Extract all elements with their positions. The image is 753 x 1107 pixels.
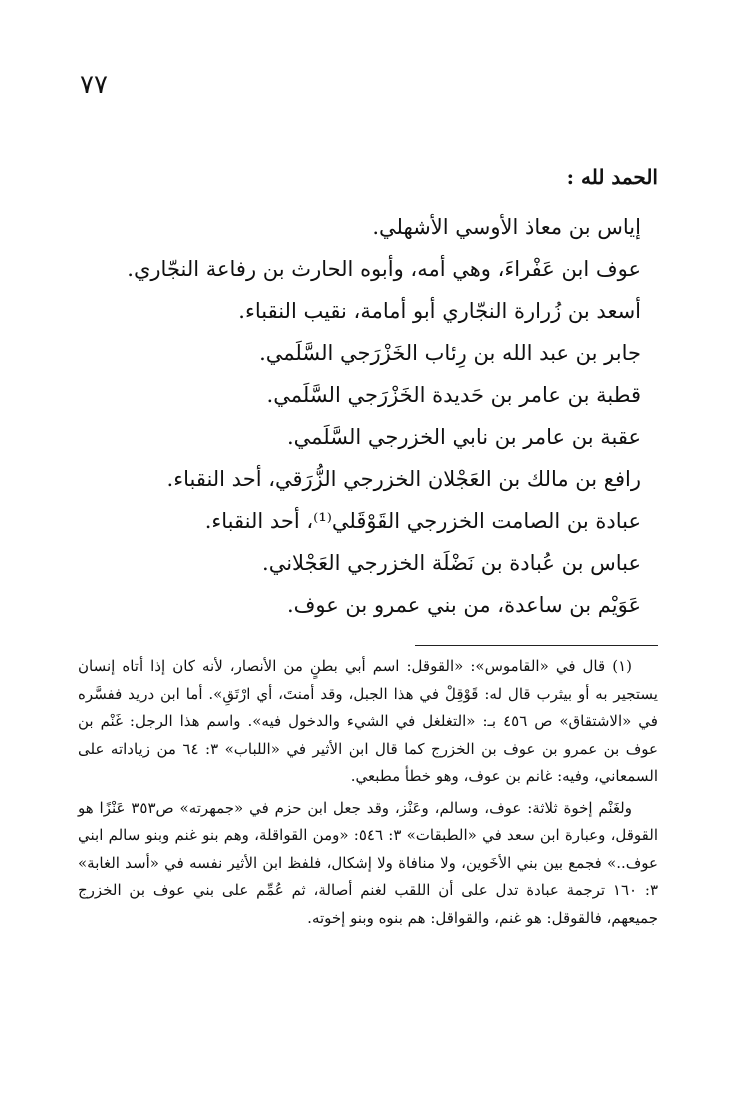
footnote-paragraph: ولغَنْم إخوة ثلاثة: عوف، وسالم، وعَنْز، وقد جعل ابن حزم في «جمهرته» ص٣٥٣ عَنْزًا هو القوقل، وعبارة ابن سعد في «الطبقات» ٣: ٥٤٦: «ومن القواقلة، وهم بنو غنم وبنو سالم ابني عوف..» فجمع بين بني الأخَوين، ولا منافاة ولا إشكال، فلفظ ابن الأثير نفسه في «أسد الغابة» ٣: ١٦٠ ترجمة عبادة تدل على أن اللقب لغنم أصالة، ثم عُمِّم على بني عوف بن الخزرج جميعهم، فالقوقل: هو غنم، والقواقل: هم بنوه وبنو إخوته. [78, 798, 659, 927]
names-list [41, 206, 641, 626]
page-number: ٧٧ [80, 70, 108, 100]
list-item: عوف ابن عَفْراءَ، وهي أمه، وأبوه الحارث بن رفاعة النجّاري. [127, 257, 641, 281]
footnotes [78, 653, 658, 936]
footnote-paragraph: (١) قال في «القاموس»: «القوقل: اسم أبي بطنٍ من الأنصار، لأنه كان إذا أتاه إنسان يستجير به أو بيثرب قال له: قَوْقِلْ في هذا الجبل، وقد أمنتَ، أي ارْتَقِ». أما ابن دريد ففسَّره في «الاشتقاق» ص ٤٥٦ بـ: «التغلغل في الشيء والدخول فيه». واسم هذا الرجل: غَنْم بن عوف بن عمرو بن عوف بن الخزرج كما قال ابن الأثير في «اللباب» ٣: ٦٤ من زياداته على السمعاني، وفيه: غانم بن عوف، وهو خطأ مطبعي. [78, 657, 658, 785]
list-item: أسعد بن زُرارة النجّاري أبو أمامة، نقيب النقباء. [238, 299, 641, 323]
footnote-divider [415, 645, 658, 646]
list-item: عقبة بن عامر بن نابي الخزرجي السَّلَمي. [286, 425, 641, 449]
list-item: عَوَيْم بن ساعدة، من بني عمرو بن عوف. [286, 593, 641, 617]
list-item: جابر بن عبد الله بن رِئاب الخَزْرَجي السَّلَمي. [259, 341, 641, 365]
list-item: إياس بن معاذ الأوسي الأشهلي. [372, 215, 641, 239]
list-item: عبادة بن الصامت الخزرجي القَوْقَلي⁽¹⁾، أحد النقباء. [204, 509, 641, 533]
list-item: قطبة بن عامر بن حَديدة الخَزْرَجي السَّلَمي. [266, 383, 641, 407]
list-item: رافع بن مالك بن العَجْلان الخزرجي الزُّرَقي، أحد النقباء. [166, 467, 641, 491]
list-item: عباس بن عُبادة بن نَضْلَة الخزرجي العَجْلاني. [262, 551, 641, 575]
section-heading: الحمد لله : [566, 165, 658, 189]
